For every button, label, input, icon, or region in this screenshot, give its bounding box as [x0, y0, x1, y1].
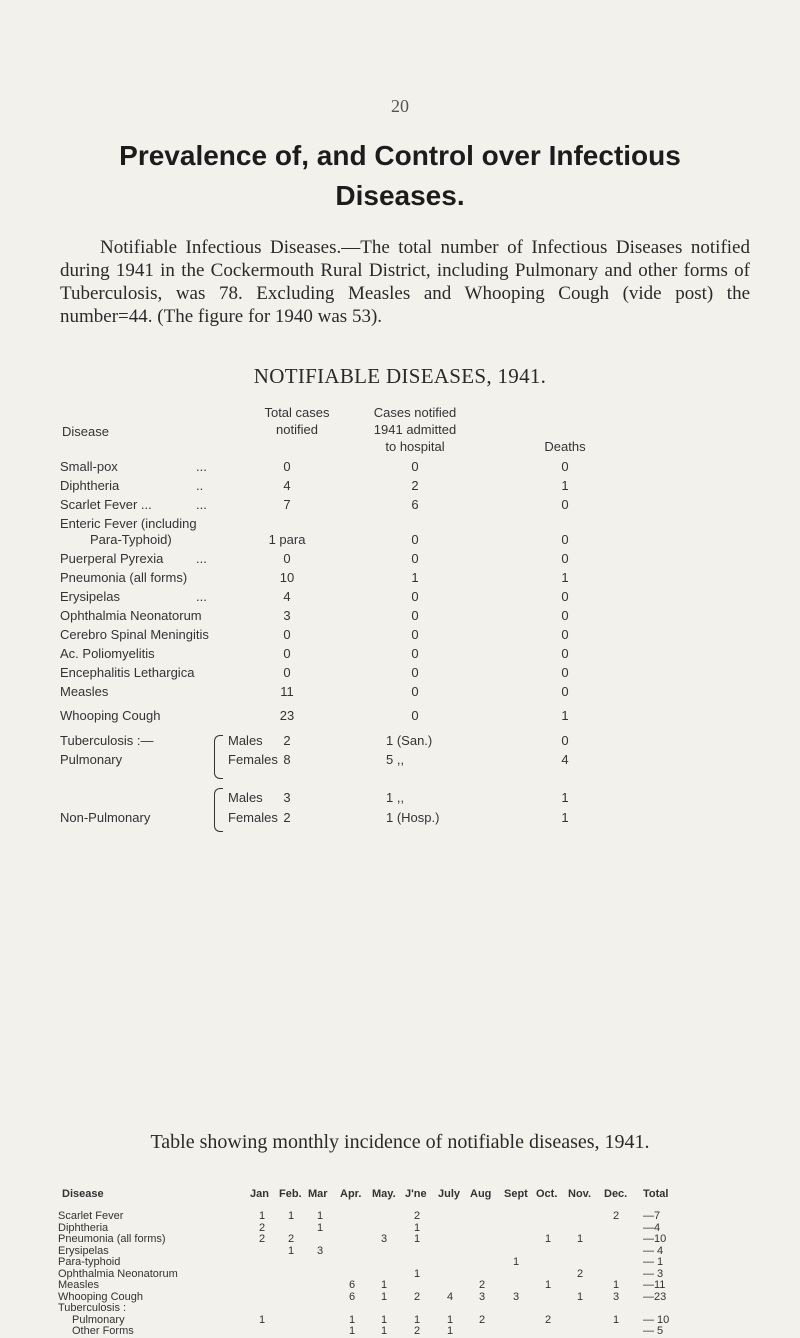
col-header-total-2: notified	[276, 422, 318, 437]
tb-nonpul-males-total: 3	[283, 790, 291, 805]
tb-nonpulmonary-label: Non-Pulmonary	[60, 810, 151, 825]
leader-dots: ...	[196, 589, 207, 604]
tb-nonpul-females-deaths: 1	[561, 810, 569, 825]
monthly-count-cell: 2	[576, 1267, 584, 1280]
monthly-total-cell: —10	[643, 1233, 667, 1245]
tb-nonpul-males-admitted: 1 ,,	[386, 790, 405, 805]
disease-row-label: Measles	[60, 684, 109, 699]
monthly-count-cell: 1	[316, 1221, 324, 1234]
tb-pul-females-label: Females	[228, 752, 278, 767]
monthly-col-header: Apr.	[340, 1188, 362, 1200]
monthly-count-cell: 2	[258, 1233, 266, 1245]
monthly-count-cell: 3	[512, 1290, 520, 1303]
deaths-cell: 0	[561, 627, 569, 642]
col-header-disease: Disease	[62, 424, 109, 439]
monthly-count-cell: 2	[287, 1233, 295, 1245]
monthly-col-header: J'ne	[405, 1188, 427, 1200]
monthly-col-header: Oct.	[536, 1188, 558, 1200]
monthly-count-cell: 2	[258, 1221, 266, 1234]
monthly-row-label: Erysipelas	[58, 1244, 109, 1257]
intro-paragraph: Notifiable Infectious Diseases.—The total number of Infectious Diseases notified during 1941 in the Cockermouth Rural District, including Pulmonary and other forms of Tuberculosis, was 78. Excluding Measles and Whooping Cough (vide post) the number=44. (The figure for 1940 was 53).	[60, 237, 750, 327]
total-notified-cell: 7	[283, 497, 291, 512]
tb-pul-females-deaths: 4	[561, 752, 569, 767]
monthly-count-cell: 1	[612, 1313, 620, 1326]
monthly-count-cell: 1	[348, 1313, 356, 1326]
total-notified-cell: 1 para	[268, 532, 306, 547]
deaths-cell: 0	[561, 589, 569, 604]
monthly-count-cell: 1	[512, 1256, 520, 1268]
monthly-count-cell: 1	[413, 1267, 421, 1280]
disease-row-label: Enteric Fever (including	[60, 516, 197, 531]
monthly-total-cell: —11	[643, 1279, 666, 1291]
disease-row-label: Ac. Poliomyelitis	[60, 646, 155, 661]
monthly-count-cell: 2	[478, 1279, 486, 1291]
monthly-row-label: Scarlet Fever	[58, 1210, 124, 1222]
admitted-cell: 0	[411, 608, 419, 623]
monthly-col-header: Disease	[62, 1188, 104, 1200]
monthly-total-cell: — 10	[643, 1313, 670, 1326]
admitted-cell: 0	[411, 684, 419, 699]
admitted-cell: 0	[411, 646, 419, 661]
monthly-col-header: Feb.	[279, 1188, 302, 1200]
monthly-count-cell: 1	[258, 1313, 266, 1326]
monthly-count-cell: 1	[316, 1210, 324, 1222]
monthly-count-cell: 1	[576, 1290, 584, 1303]
disease-row-label: Para-Typhoid)	[90, 532, 172, 547]
col-header-admitted-2: 1941 admitted	[373, 422, 457, 437]
monthly-row-label: Measles	[58, 1279, 99, 1291]
monthly-col-header: Dec.	[604, 1188, 628, 1200]
monthly-col-header: Total	[643, 1188, 669, 1200]
leader-dots: ...	[196, 497, 207, 512]
monthly-total-cell: — 4	[643, 1244, 664, 1257]
monthly-col-header: Mar	[308, 1188, 328, 1200]
monthly-count-cell: 1	[612, 1279, 620, 1291]
disease-row-label: Small-pox	[60, 459, 118, 474]
monthly-col-header: Sept	[504, 1188, 528, 1200]
disease-row-label: Encephalitis Lethargica	[60, 665, 195, 680]
monthly-count-cell: 2	[478, 1313, 486, 1326]
col-header-admitted-3: to hospital	[385, 439, 445, 454]
total-notified-cell: 10	[279, 570, 295, 585]
disease-row-label: Scarlet Fever ...	[60, 497, 152, 512]
tb-nonpul-females-admitted: 1 (Hosp.)	[386, 810, 440, 825]
total-notified-cell: 3	[283, 608, 291, 623]
monthly-row-label: Pneumonia (all forms)	[58, 1233, 166, 1245]
monthly-count-cell: 1	[576, 1233, 584, 1245]
monthly-count-cell: 1	[380, 1325, 388, 1337]
disease-row-label: Tuberculosis :—	[60, 733, 154, 748]
monthly-count-cell: 1	[380, 1290, 388, 1303]
monthly-count-cell: 2	[544, 1313, 552, 1326]
monthly-count-cell: 2	[413, 1210, 421, 1222]
disease-row-label: Diphtheria	[60, 478, 120, 493]
deaths-cell: 0	[561, 684, 569, 699]
admitted-cell: 0	[411, 627, 419, 642]
monthly-row-label: Whooping Cough	[58, 1290, 144, 1303]
monthly-col-header: Jan	[250, 1188, 269, 1200]
disease-row-label: Puerperal Pyrexia	[60, 551, 164, 566]
deaths-cell: 1	[561, 570, 569, 585]
tb-pul-females-admitted: 5 ,,	[386, 752, 405, 767]
total-notified-cell: 0	[283, 646, 291, 661]
monthly-count-cell: 6	[348, 1290, 356, 1303]
monthly-col-header: Nov.	[568, 1188, 592, 1200]
monthly-count-cell: 4	[446, 1290, 454, 1303]
tb-nonpul-males-deaths: 1	[561, 790, 569, 805]
tb-pul-females-total: 8	[283, 752, 291, 767]
monthly-count-cell: 1	[413, 1233, 421, 1245]
notifiable-table-heading: NOTIFIABLE DISEASES, 1941.	[253, 364, 547, 388]
tb-pulmonary-label: Pulmonary	[60, 752, 123, 767]
leader-dots: ..	[196, 478, 204, 493]
tb-pul-males-deaths: 0	[561, 733, 569, 748]
monthly-row-label: Diphtheria	[58, 1221, 109, 1234]
tb-pul-males-label: Males	[228, 733, 263, 748]
tb-pul-males-admitted: 1 (San.)	[386, 733, 433, 748]
disease-row-label: Cerebro Spinal Meningitis	[60, 627, 209, 642]
monthly-row-label: Pulmonary	[72, 1313, 125, 1326]
monthly-total-cell: — 5	[643, 1325, 664, 1337]
monthly-count-cell: 3	[316, 1244, 324, 1257]
monthly-count-cell: 1	[544, 1279, 552, 1291]
admitted-cell: 6	[411, 497, 419, 512]
deaths-cell: 0	[561, 646, 569, 661]
tb-nonpul-females-total: 2	[283, 810, 291, 825]
leader-dots: ...	[196, 551, 207, 566]
monthly-count-cell: 2	[413, 1325, 421, 1337]
monthly-count-cell: 1	[348, 1325, 356, 1337]
monthly-row-label: Other Forms	[72, 1325, 134, 1337]
monthly-row-label: Ophthalmia Neonatorum	[58, 1267, 178, 1280]
title-line-1: Prevalence of, and Control over Infectious	[119, 140, 681, 171]
monthly-count-cell: 6	[348, 1279, 356, 1291]
deaths-cell: 0	[561, 497, 569, 512]
monthly-col-header: Aug	[470, 1188, 492, 1200]
admitted-cell: 2	[411, 478, 419, 493]
monthly-count-cell: 1	[287, 1210, 295, 1222]
col-header-deaths: Deaths	[544, 439, 586, 454]
monthly-count-cell: 1	[446, 1325, 454, 1337]
monthly-count-cell: 1	[258, 1210, 266, 1222]
disease-row-label: Ophthalmia Neonatorum	[60, 608, 202, 623]
total-notified-cell: 4	[283, 589, 291, 604]
monthly-table-heading: Table showing monthly incidence of notifiable diseases, 1941.	[150, 1131, 650, 1153]
col-header-admitted-1: Cases notified	[373, 405, 457, 420]
deaths-cell: 0	[561, 459, 569, 474]
total-notified-cell: 23	[279, 708, 295, 723]
total-notified-cell: 0	[283, 551, 291, 566]
monthly-count-cell: 1	[380, 1279, 388, 1291]
deaths-cell: 1	[561, 478, 569, 493]
monthly-count-cell: 3	[612, 1290, 620, 1303]
monthly-row-label: Tuberculosis :	[58, 1302, 127, 1314]
total-notified-cell: 0	[283, 665, 291, 680]
col-header-total-1: Total cases	[264, 405, 330, 420]
monthly-count-cell: 1	[446, 1313, 454, 1326]
admitted-cell: 0	[411, 551, 419, 566]
total-notified-cell: 0	[283, 459, 291, 474]
admitted-cell: 0	[411, 665, 419, 680]
total-notified-cell: 0	[283, 627, 291, 642]
monthly-col-header: May.	[372, 1188, 396, 1200]
monthly-count-cell: 1	[544, 1233, 552, 1245]
monthly-count-cell: 3	[380, 1233, 388, 1245]
deaths-cell: 0	[561, 608, 569, 623]
monthly-count-cell: 1	[380, 1313, 388, 1326]
admitted-cell: 0	[411, 459, 419, 474]
monthly-total-cell: — 3	[643, 1267, 664, 1280]
monthly-col-header: July	[438, 1188, 461, 1200]
monthly-total-cell: — 1	[643, 1256, 664, 1268]
tb-pul-males-total: 2	[283, 733, 291, 748]
tb-nonpul-females-label: Females	[228, 810, 278, 825]
deaths-cell: 0	[561, 665, 569, 680]
total-notified-cell: 4	[283, 478, 291, 493]
monthly-total-cell: —4	[643, 1221, 661, 1234]
tb-nonpul-males-label: Males	[228, 790, 263, 805]
monthly-count-cell: 1	[413, 1221, 421, 1234]
admitted-cell: 0	[411, 532, 419, 547]
monthly-total-cell: —23	[643, 1290, 667, 1303]
total-notified-cell: 11	[280, 684, 294, 699]
deaths-cell: 0	[561, 532, 569, 547]
monthly-row-label: Para-typhoid	[58, 1256, 121, 1268]
admitted-cell: 0	[411, 589, 419, 604]
page-number: 20	[391, 96, 409, 116]
leader-dots: ...	[196, 459, 207, 474]
monthly-count-cell: 2	[413, 1290, 421, 1303]
title-line-2: Diseases.	[335, 180, 465, 211]
monthly-count-cell: 2	[612, 1210, 620, 1222]
monthly-total-cell: —7	[643, 1210, 661, 1222]
disease-row-label: Whooping Cough	[60, 708, 161, 723]
monthly-count-cell: 1	[287, 1244, 295, 1257]
admitted-cell: 0	[411, 708, 419, 723]
deaths-cell: 0	[561, 551, 569, 566]
monthly-count-cell: 1	[413, 1313, 421, 1326]
monthly-count-cell: 3	[478, 1290, 486, 1303]
disease-row-label: Pneumonia (all forms)	[60, 570, 188, 585]
disease-row-label: Erysipelas	[60, 589, 120, 604]
admitted-cell: 1	[411, 570, 419, 585]
deaths-cell: 1	[561, 708, 569, 723]
